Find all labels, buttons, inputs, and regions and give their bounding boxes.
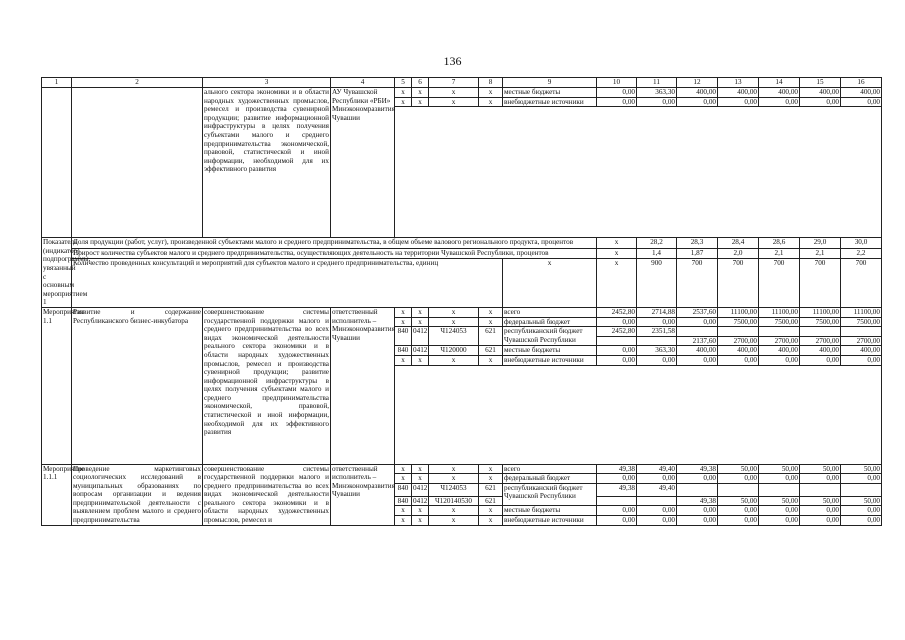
description-cell: совершенствование системы государственной поддержки малого и среднего предпринимательства во всех видах экономической деятельности реального сектора экономики и в области народных художественных промыслов, ремесел и bbox=[204, 464, 329, 525]
rzpr-cell: x bbox=[412, 317, 429, 327]
value-cell: 400,00 bbox=[718, 346, 759, 356]
value-cell: 0,00 bbox=[597, 88, 637, 98]
value-cell: 0,00 bbox=[759, 516, 800, 526]
value-cell: 0,00 bbox=[759, 474, 800, 484]
col-header: 14 bbox=[759, 78, 800, 88]
value-cell: 50,00 bbox=[718, 496, 759, 506]
vr-cell: x bbox=[479, 307, 503, 317]
col-header: 15 bbox=[800, 78, 841, 88]
value-cell: 2351,58 bbox=[637, 327, 677, 337]
value-cell: 900 bbox=[637, 258, 677, 307]
value-cell: 0,00 bbox=[637, 97, 677, 107]
value-cell: 400,00 bbox=[759, 346, 800, 356]
value-cell: 700 bbox=[759, 258, 800, 307]
csr-cell: x bbox=[429, 88, 479, 98]
value-cell: 0,00 bbox=[841, 516, 882, 526]
vr-cell: x bbox=[479, 97, 503, 107]
value-cell bbox=[597, 496, 637, 506]
funding-source-cell: всего bbox=[503, 307, 597, 317]
value-cell bbox=[759, 327, 800, 337]
value-cell: 28,3 bbox=[677, 238, 718, 248]
rzpr-cell: 0412 bbox=[413, 496, 428, 505]
value-cell: 2700,00 bbox=[800, 336, 841, 346]
value-cell: 0,00 bbox=[597, 516, 637, 526]
value-cell: 1,87 bbox=[677, 248, 718, 258]
vr-cell: 621 bbox=[479, 483, 503, 496]
grbs-cell: x bbox=[395, 516, 412, 526]
value-cell: 11100,00 bbox=[800, 307, 841, 317]
value-cell: 0,00 bbox=[841, 474, 882, 484]
value-cell: 0,00 bbox=[597, 317, 637, 327]
csr-cell: x bbox=[429, 506, 479, 516]
funding-source-cell: внебюджетные источники bbox=[503, 97, 597, 107]
grbs-cell: x bbox=[395, 317, 412, 327]
value-cell: 49,38 bbox=[677, 496, 718, 506]
table-row bbox=[42, 88, 882, 98]
csr-cell: x bbox=[429, 317, 479, 327]
value-cell: 2700,00 bbox=[759, 336, 800, 346]
value-cell: 0,00 bbox=[841, 97, 882, 107]
value-cell: 400,00 bbox=[759, 88, 800, 98]
event-name: Развитие и содержание Республиканского бизнес-инкубатора bbox=[72, 307, 203, 464]
rzpr-cell: x bbox=[412, 88, 429, 98]
event-label: Мероприятие 1.1.1 bbox=[42, 464, 72, 525]
col-header: 9 bbox=[503, 78, 597, 88]
value-cell bbox=[800, 483, 841, 496]
budget-table bbox=[41, 77, 882, 526]
csr-cell: x bbox=[429, 97, 479, 107]
rzpr-cell: 0412 bbox=[412, 327, 429, 346]
col-header: 7 bbox=[429, 78, 479, 88]
value-cell: 0,00 bbox=[718, 474, 759, 484]
value-cell: 0,00 bbox=[841, 355, 882, 365]
value-cell: 30,0 bbox=[841, 238, 882, 248]
value-cell: 400,00 bbox=[800, 346, 841, 356]
value-cell: 2137,60 bbox=[677, 336, 718, 346]
value-cell: 7500,00 bbox=[759, 317, 800, 327]
value-cell: 2714,88 bbox=[637, 307, 677, 317]
value-cell: 0,00 bbox=[800, 355, 841, 365]
rzpr-cell: x bbox=[412, 506, 429, 516]
grbs-cell: 840 bbox=[395, 327, 412, 346]
value-cell: 0,00 bbox=[800, 516, 841, 526]
grbs-cell: 840 bbox=[395, 483, 412, 496]
value-cell: 50,00 bbox=[800, 496, 841, 506]
col-header: 1 bbox=[42, 78, 72, 88]
value-cell: 0,00 bbox=[718, 516, 759, 526]
funding-source-cell: республиканский бюджет Чувашской Республики bbox=[503, 327, 597, 346]
value-cell: 0,00 bbox=[637, 474, 677, 484]
rzpr-cell: x bbox=[412, 516, 429, 526]
event-cell bbox=[42, 88, 72, 238]
funding-source-cell: местные бюджеты bbox=[503, 346, 597, 356]
value-cell: 2,2 bbox=[841, 248, 882, 258]
col-header: 3 bbox=[203, 78, 331, 88]
funding-source-cell: федеральный бюджет bbox=[503, 317, 597, 327]
empty-cell bbox=[395, 365, 882, 464]
csr-cell: x bbox=[429, 464, 479, 474]
value-cell bbox=[597, 336, 637, 346]
col-header: 16 bbox=[841, 78, 882, 88]
grbs-cell: x bbox=[395, 355, 412, 365]
description-cell: совершенствование системы государственной поддержки малого и среднего предпринимательства во всех видах экономической деятельности реального сектора экономики и в области народных художественных промыслов, ремесел и производства сувенирной продукции; развитие информационной инфраструктуры в целях получения субъектами малого и среднего предпринимательства экономической, правовой, статистической и иной информации, необходимой для их эффективного развития bbox=[203, 307, 331, 464]
value-cell: 0,00 bbox=[677, 506, 718, 516]
value-cell bbox=[677, 327, 718, 337]
value-cell bbox=[718, 483, 759, 496]
value-cell bbox=[841, 327, 882, 337]
vr-cell: x bbox=[479, 88, 503, 98]
value-cell: 0,00 bbox=[597, 474, 637, 484]
value-cell: 49,38 bbox=[597, 464, 637, 474]
value-cell bbox=[800, 327, 841, 337]
organization-cell: ответственный исполнитель – Минэкономразвития Чувашии bbox=[331, 307, 395, 464]
value-cell: 0,00 bbox=[597, 355, 637, 365]
col-header: 12 bbox=[677, 78, 718, 88]
grbs-cell: 840 bbox=[395, 346, 412, 356]
vr-cell: 621 bbox=[479, 496, 503, 506]
value-cell: 7500,00 bbox=[800, 317, 841, 327]
value-cell: 0,00 bbox=[759, 506, 800, 516]
value-cell: 0,00 bbox=[759, 97, 800, 107]
value-cell: 50,00 bbox=[841, 464, 882, 474]
funding-source-cell: федеральный бюджет bbox=[503, 474, 597, 484]
value-cell: 400,00 bbox=[841, 88, 882, 98]
indicator-row bbox=[42, 258, 882, 307]
indicator-text: Количество проведенных консультаций и мероприятий для субъектов малого и среднего предпринимательства, единиц bbox=[72, 258, 503, 307]
value-cell: 0,00 bbox=[677, 317, 718, 327]
grbs-cell: x bbox=[395, 474, 412, 484]
value-cell: 0,00 bbox=[597, 506, 637, 516]
value-cell: 2537,60 bbox=[677, 307, 718, 317]
grbs-cell: 840 bbox=[395, 496, 412, 506]
value-cell: 2452,80 bbox=[597, 327, 637, 337]
value-cell: 0,00 bbox=[800, 474, 841, 484]
value-cell: 49,40 bbox=[637, 483, 677, 496]
vr-cell: x bbox=[479, 516, 503, 526]
value-cell: 400,00 bbox=[677, 88, 718, 98]
value-cell: 0,00 bbox=[759, 355, 800, 365]
value-cell: 50,00 bbox=[718, 464, 759, 474]
value-cell: 49,38 bbox=[597, 483, 637, 496]
value-cell: 0,00 bbox=[637, 506, 677, 516]
value-cell: 11100,00 bbox=[841, 307, 882, 317]
value-cell bbox=[759, 483, 800, 496]
value-cell: 0,00 bbox=[718, 97, 759, 107]
value-cell: 700 bbox=[841, 258, 882, 307]
vr-cell: 621 bbox=[479, 346, 503, 356]
vr-cell: x bbox=[479, 464, 503, 474]
value-cell: 0,00 bbox=[800, 506, 841, 516]
value-cell: 50,00 bbox=[759, 464, 800, 474]
value-cell: 7500,00 bbox=[841, 317, 882, 327]
col-header: 4 bbox=[331, 78, 395, 88]
csr-cell: Ч124053 bbox=[429, 327, 479, 346]
value-cell: 28,4 bbox=[718, 238, 759, 248]
indicator-text: Доля продукции (работ, услуг), произведенной субъектами малого и среднего предпринимательства, в общем объеме валового регионального продукта, процентов bbox=[72, 238, 597, 248]
value-cell: 0,00 bbox=[677, 516, 718, 526]
value-cell: 0,00 bbox=[637, 355, 677, 365]
indicator-label: Показатель (индикатор) подпрограммы, увязанный с основным мероприятием 1 bbox=[43, 238, 91, 307]
funding-source-cell: внебюджетные источники bbox=[503, 355, 597, 365]
indicator-mark: x bbox=[597, 238, 637, 248]
value-cell: 0,00 bbox=[597, 97, 637, 107]
grbs-cell: x bbox=[395, 464, 412, 474]
value-cell: 0,00 bbox=[718, 355, 759, 365]
csr-cell: x bbox=[429, 516, 479, 526]
value-cell: 50,00 bbox=[759, 496, 800, 506]
value-cell: 29,0 bbox=[800, 238, 841, 248]
grbs-cell: x bbox=[395, 506, 412, 516]
value-cell: 2,1 bbox=[800, 248, 841, 258]
value-cell: 0,00 bbox=[597, 346, 637, 356]
col-header: 11 bbox=[637, 78, 677, 88]
rzpr-cell: 0412 bbox=[412, 483, 429, 496]
value-cell: 2,1 bbox=[759, 248, 800, 258]
value-cell: 11100,00 bbox=[759, 307, 800, 317]
vr-cell: x bbox=[479, 506, 503, 516]
vr-cell: 621 bbox=[479, 327, 503, 346]
funding-source-cell: всего bbox=[503, 464, 597, 474]
vr-cell: x bbox=[479, 355, 503, 365]
value-cell: 400,00 bbox=[800, 88, 841, 98]
csr-cell: x bbox=[429, 474, 479, 484]
value-cell: 700 bbox=[677, 258, 718, 307]
rzpr-cell: x bbox=[412, 97, 429, 107]
value-cell: 50,00 bbox=[800, 464, 841, 474]
indicator-mark: x bbox=[597, 258, 637, 307]
organization-cell: АУ Чувашской Республики «РБИ» Минэкономразвития Чувашии bbox=[331, 88, 395, 238]
funding-source-cell: республиканский бюджет Чувашской Республики bbox=[503, 483, 597, 506]
indicator-mark: x bbox=[503, 258, 597, 307]
rzpr-cell: x bbox=[412, 464, 429, 474]
grbs-cell: x bbox=[395, 88, 412, 98]
value-cell: 400,00 bbox=[718, 88, 759, 98]
value-cell: 0,00 bbox=[677, 474, 718, 484]
csr-cell: x bbox=[429, 307, 479, 317]
indicator-mark: x bbox=[597, 248, 637, 258]
indicator-row bbox=[42, 238, 882, 248]
value-cell: 700 bbox=[718, 258, 759, 307]
value-cell: 49,38 bbox=[677, 464, 718, 474]
funding-source-cell: внебюджетные источники bbox=[503, 516, 597, 526]
value-cell: 700 bbox=[800, 258, 841, 307]
value-cell bbox=[637, 496, 677, 506]
description-cell: ального сектора экономики и в области народных художественных промыслов, ремесел и производства сувенирной продукции; развитие информационной инфраструктуры в целях получения субъектами малого и среднего предпринимательства экономической, правовой, статистической и иной информации, необходимой для их эффективного развития bbox=[203, 88, 331, 238]
col-header: 2 bbox=[72, 78, 203, 88]
name-cell bbox=[72, 88, 203, 238]
indicator-row bbox=[42, 248, 882, 258]
empty-cell bbox=[395, 107, 882, 238]
value-cell bbox=[841, 483, 882, 496]
rzpr-cell: x bbox=[412, 307, 429, 317]
event-label: Мероприятие 1.1 bbox=[42, 307, 72, 464]
value-cell: 0,00 bbox=[637, 317, 677, 327]
value-cell: 7500,00 bbox=[718, 317, 759, 327]
value-cell bbox=[637, 336, 677, 346]
rzpr-cell: x bbox=[412, 355, 429, 365]
table-row bbox=[42, 307, 882, 317]
funding-source-cell: местные бюджеты bbox=[503, 506, 597, 516]
value-cell: 11100,00 bbox=[718, 307, 759, 317]
organization-cell: ответственный исполнитель – Минэкономразвития Чувашии bbox=[331, 464, 395, 525]
value-cell: 2700,00 bbox=[718, 336, 759, 346]
col-header: 8 bbox=[479, 78, 503, 88]
vr-cell: x bbox=[479, 317, 503, 327]
col-header: 5 bbox=[395, 78, 412, 88]
indicator-text: Прирост количества субъектов малого и среднего предпринимательства, осуществляющих деятельность на территории Чувашской Республики, процентов bbox=[72, 248, 597, 258]
csr-cell: Ч120140530 bbox=[429, 496, 479, 506]
column-number-row bbox=[42, 78, 882, 88]
col-header: 6 bbox=[412, 78, 429, 88]
funding-source-cell: местные бюджеты bbox=[503, 88, 597, 98]
value-cell: 0,00 bbox=[800, 97, 841, 107]
value-cell: 0,00 bbox=[841, 506, 882, 516]
value-cell: 400,00 bbox=[841, 346, 882, 356]
vr-cell: x bbox=[479, 474, 503, 484]
csr-cell: Ч120000 bbox=[429, 346, 479, 356]
value-cell: 363,30 bbox=[637, 88, 677, 98]
value-cell: 2700,00 bbox=[841, 336, 882, 346]
value-cell: 0,00 bbox=[637, 516, 677, 526]
value-cell: 2,0 bbox=[718, 248, 759, 258]
rzpr-cell: 0412 bbox=[413, 346, 428, 355]
value-cell: 1,4 bbox=[637, 248, 677, 258]
value-cell: 0,00 bbox=[718, 506, 759, 516]
col-header: 10 bbox=[597, 78, 637, 88]
value-cell: 2452,80 bbox=[597, 307, 637, 317]
col-header: 13 bbox=[718, 78, 759, 88]
page-number: 136 bbox=[443, 54, 462, 68]
table-row bbox=[42, 464, 882, 474]
event-name: Проведение маркетинговых социологических исследований в муниципальных образованиях по вопросам организации и ведения предпринимательской деятельности с выявлением проблем малого и среднего предпринимательства bbox=[73, 464, 201, 525]
value-cell: 0,00 bbox=[677, 97, 718, 107]
value-cell: 363,30 bbox=[637, 346, 677, 356]
grbs-cell: x bbox=[395, 307, 412, 317]
value-cell bbox=[677, 483, 718, 496]
grbs-cell: x bbox=[395, 97, 412, 107]
rzpr-cell: x bbox=[412, 474, 429, 484]
value-cell: 0,00 bbox=[677, 355, 718, 365]
csr-cell: x bbox=[429, 355, 479, 365]
value-cell bbox=[718, 327, 759, 337]
csr-cell: Ч124053 bbox=[429, 483, 479, 496]
value-cell: 50,00 bbox=[841, 496, 882, 506]
value-cell: 49,40 bbox=[637, 464, 677, 474]
value-cell: 28,6 bbox=[759, 238, 800, 248]
value-cell: 400,00 bbox=[677, 346, 718, 356]
value-cell: 28,2 bbox=[637, 238, 677, 248]
